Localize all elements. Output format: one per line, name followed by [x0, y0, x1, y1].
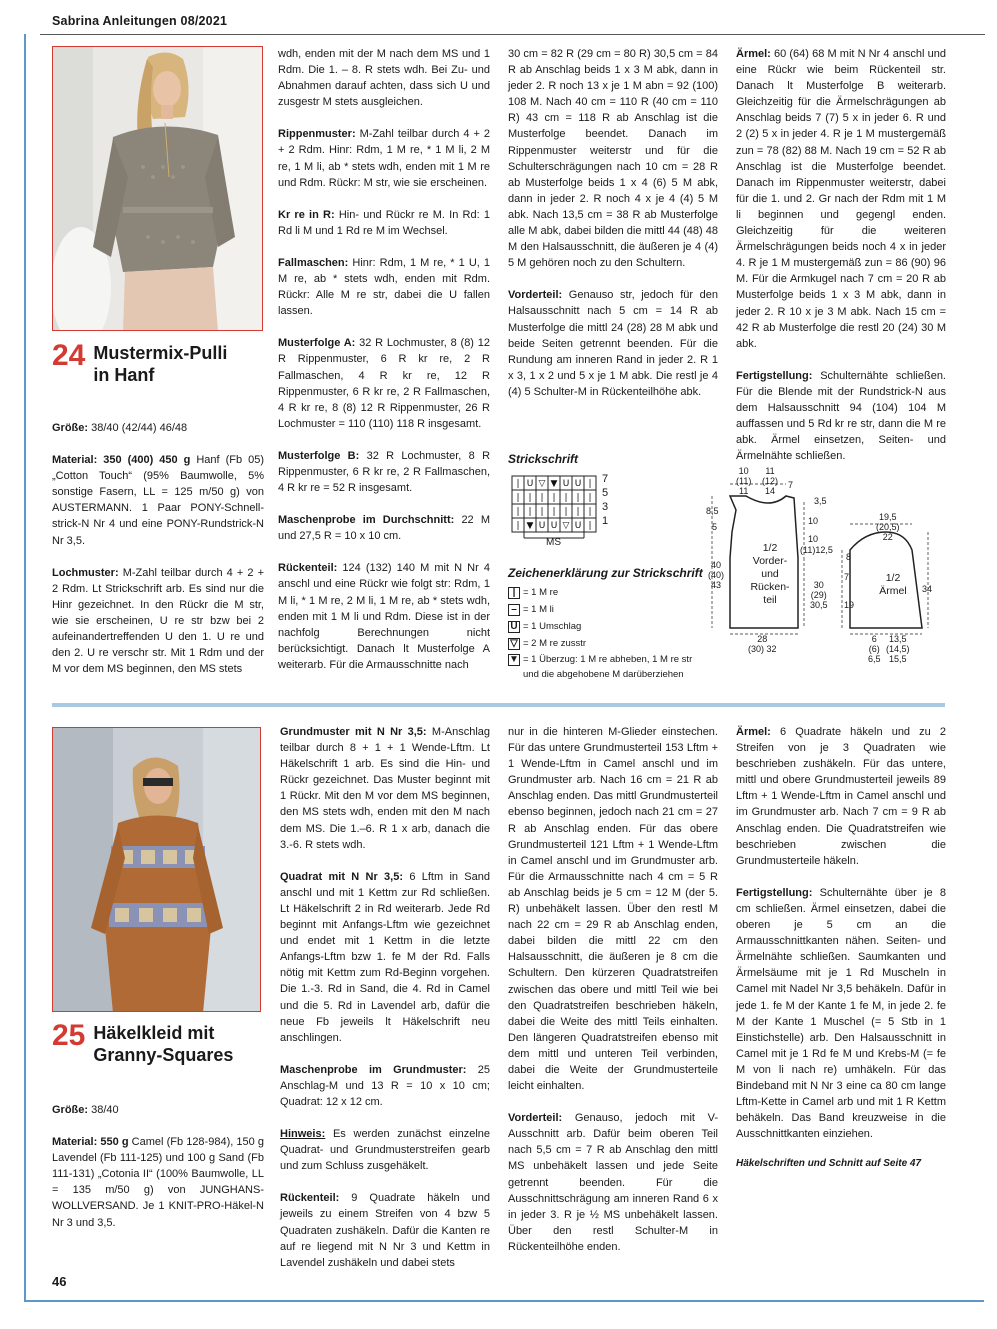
- label: Größe:: [52, 422, 89, 434]
- legend-text: = 1 Umschlag: [523, 621, 582, 632]
- svg-text:U: U: [562, 479, 570, 489]
- pattern-number: 25: [52, 1019, 86, 1052]
- reference-note: Häkelschriften und Schnitt auf Seite 47: [736, 1158, 922, 1169]
- value: Hinr: Rdm, 1 M re, * 1 U, 1 M re, ab * stets wdh, enden mit Rdm. Rückr: Alle M re str, dabei die U fallen lassen.: [278, 256, 490, 318]
- value: Hanf (Fb 05) „Cotton Touch“ (95% Baumwolle, 5% sonstige Fasern, LL = 125 m/50 g) von AUSTERMANN. 1 Paar PONY-Schnell-strick-N Nr 4 und eine PONY-Rundstrick-N Nr 3,5.: [52, 454, 264, 547]
- value: M-Anschlag teilbar durch 8 + 1 + 1 Wende-Lftm. Lt Häkelschrift 1 arb. Es sind die Hin- und Rückr gezeichnet. Das Muster beginnt mit 1 Rückr. Mit den M vor dem MS beginnen, den MS stets wdh, enden mit den M nach dem MS. Die 1.–6. R 1 x arb, danach die 3.-6. R stets wdh.: [280, 726, 490, 851]
- label: Größe:: [52, 1104, 89, 1116]
- label: Kr re in R:: [278, 208, 335, 221]
- svg-text:|: |: [516, 507, 520, 517]
- value: 60 (64) 68 M mit N Nr 4 anschl und eine Rückr wie beim Rückenteil str. Danach lt Musterfolge B weiterarb. Gleichzeitig für die Ärmelschrägungen ab Anschlag beids 7 (7) 5 x in jeder 6. R und 2 (2) 5 x in jeder 4. R je 1 M mustergemäß zun = 78 (82) 88 M. Nach 19 cm = 52 R ab Anschlag ist die Musterfolge beendet. Danach im Rippenmuster weiterstr, dabei für die 1. und 2. Gr nach der Rdm mit 1 M li beginnen und gegengl enden. Gleichzeitig für die weiteren Ärmelschrägungen beids noch 4 x in jeder 4. R je 1 M mustergemäß zun = 86 (90) 96 M. Für die Armkugel nach 7 cm = 20 R ab Musterfolge beids 1 x 3 M abk, dann in jeder 2. R 10 x je 3 M abk. Nach 15 cm = 42 R ab Musterfolge die restl 20 (24) 30 M abk.: [736, 48, 946, 350]
- dim: 14: [765, 486, 776, 496]
- label-arm: 1/2 Ärmel: [879, 572, 907, 597]
- svg-text:▼: ▼: [526, 521, 534, 531]
- svg-text:▽: ▽: [562, 521, 570, 531]
- legend-item: [508, 618, 703, 635]
- dim-28: [748, 634, 777, 654]
- grundmuster: [280, 724, 490, 853]
- legend-text: = 1 M re: [523, 587, 559, 598]
- col-25-second: [280, 724, 490, 1287]
- aermel-25: [736, 724, 946, 869]
- kraus-rechts: [278, 207, 490, 239]
- vorderteil-24: [508, 287, 718, 400]
- value: 38/40 (42/44) 46/48: [91, 422, 188, 434]
- dim-35: 3,5: [814, 496, 827, 506]
- value: 25 Anschlag-M und 13 R = 10 x 10 cm; Quadrat: 12 x 12 cm.: [280, 1063, 490, 1108]
- section-divider: [52, 703, 945, 707]
- legend-item: [508, 652, 703, 682]
- dim-40: [708, 560, 724, 590]
- svg-text:|: |: [588, 493, 592, 503]
- value: Schulternähte schließen. Für die Blende mit der Rundstrick-N aus dem Halsausschnitt 94 (104) 104 M auffassen und 5 Rd kr re str, dann die M re abk. Ärmel einsetzen, Seiten- und Ärmelnähte schließen.: [736, 369, 946, 463]
- chart-legend: [508, 584, 703, 682]
- col-24-fourth: [736, 46, 946, 480]
- svg-text:|: |: [516, 479, 520, 489]
- dim: (20,5): [876, 522, 900, 532]
- legend-title: Zeichenerklärung zur Strickschrift: [508, 566, 703, 580]
- dim-8: 8: [846, 552, 852, 562]
- header-rule: [40, 34, 985, 35]
- value: 32 R Lochmuster, 8 R Rippenmuster, 6 R kr re, 2 R Fallmaschen, 4 R kr re = 52 R insgesamt.: [278, 449, 491, 495]
- value: Genauso, jedoch mit V-Ausschnitt arb. Dafür beim oberen Teil nach 5,5 cm = 7 R ab Anschlag den mittl MS unbehäkelt lassen und jede Seite getrennt beenden. Für die Ausschnittschrägung am inneren Rand 6 x in jeder 3. R je ½ MS unbehäkelt lassen. Über den restl Schulter-M in Rückenteilhöhe enden.: [508, 1112, 718, 1253]
- chart-ms-label: MS: [546, 537, 561, 548]
- label: Maschenprobe im Grundmuster:: [280, 1063, 467, 1076]
- value: 22 M und 27,5 R = 10 x 10 cm.: [278, 514, 490, 543]
- pattern-number: 24: [52, 339, 86, 372]
- continued-text: 30 cm = 82 R (29 cm = 80 R) 30,5 cm = 84 R ab Anschlag beids 1 x 3 M abk, dann in jeder 2. R noch 13 x je 1 M abn = 92 (100) 108 M. Nach 40 cm = 110 R (40 cm = 110 R) 43 cm = 118 R ab Anschlag ist die Musterfolge beendet. Danach im Rippenmuster weiterstr und für die Schulterschrägungen nach 10 cm = 28 R ab Musterfolge beids 1 x 4 (6) 5 M abk, dann in jeder 2. R noch 4 x je 4 (4) 5 M abk. Nach 13,5 cm = 38 R ab Musterfolge alle M abk, dabei bilden die mittl 44 (48) 48 M den Halsausschnitt, die äußeren je 4 (4) 5 M gehören noch zu den Schultern.: [508, 48, 718, 270]
- value: 9 Quadrate häkeln und jeweils zu einem Streifen von 4 bzw 5 Quadraten zushäkeln. Dafür die Kanten re auf re liegend mit N Nr 3 und Kettm in Lavendel zushäkeln und dabei stets: [280, 1192, 491, 1269]
- dim-6: [868, 634, 881, 664]
- rueckenteil-25: [280, 1190, 490, 1270]
- dim: 22: [882, 532, 893, 542]
- value: Schulternähte über je 8 cm schließen. Ärmel einsetzen, dabei die oberen je 5 cm an die Armausschnittkanten nähen. Seiten- und Ärmelnähte schließen. Saumkanten und Ärmelsäume mit je 1 Rd Muscheln in Camel mit Nadel Nr 3,5 behäkeln. Dafür in jede 1. fe M der Kante 1 fe M, in jede 2. fe M der Kante 1 Muschel (= 5 Stb in 1 Einstichstelle) arb. Den Halsausschnitt in Camel mit je 1 Rd fe M und Krebs-M (= fe M von li nach re) umhäkeln. Für das Bindeband mit N Nr 3 eine ca 80 cm lange Lftm-Kette in Camel arb und mit 1 R Kettm behäkeln. Das Band kreuzweise in die Ausschnittkanten einziehen.: [736, 886, 946, 1141]
- svg-text:U: U: [538, 521, 546, 531]
- value: 6 Lftm in Sand anschl und mit 1 Kettm zur Rd schließen. Lt Häkelschrift 2 in Rd weiterarb. Jede Rd beginnt mit Anfangs-Lftm wie gezeichnet und endet mit 1 Kettm in die letzte Anfangs-Lftm bzw 1. fe M der Rd. Falls nötig mit Kettm zum Rd-Beginn vorgehen. Die 1.-3. Rd in Sand, die 4. Rd in Camel und die 5. Rd in Lavendel arb, dafür die neue Fb jeweils lt Häkelschrift neu anschlingen.: [280, 870, 490, 1044]
- dim: 43: [711, 580, 722, 590]
- label: Fertigstellung:: [736, 886, 813, 899]
- skpo-symbol-icon: ▼: [509, 654, 519, 665]
- col-25-third: [508, 724, 718, 1271]
- pattern-name-line1: Häkelkleid mit: [93, 1023, 215, 1043]
- svg-text:U: U: [526, 479, 534, 489]
- label: Ärmel:: [736, 726, 771, 738]
- quadrat: [280, 869, 490, 1046]
- chart-row-7: 7: [602, 473, 609, 485]
- svg-text:▽: ▽: [538, 479, 546, 489]
- fertigstellung-25: [736, 885, 946, 1143]
- svg-text:|: |: [564, 493, 568, 503]
- col-25-left: [52, 1102, 264, 1247]
- label: Quadrat mit N Nr 3,5:: [280, 870, 404, 883]
- dim-5: 5: [712, 522, 718, 532]
- dim-34: 34: [922, 584, 933, 594]
- label: Rippenmuster:: [278, 128, 356, 141]
- dim-10b: 10: [808, 534, 819, 544]
- schematic: [700, 462, 950, 672]
- value: 6 Quadrate häkeln und zu 2 Streifen von je 3 Quadraten wie beschrieben zushäkeln. Für das untere, mittl und obere Grundmusterteil jeweils 89 Lftm + 1 Wende-Lftm in Camel anschl und im Grundmuster arb. Nach 7 cm = 9 R ab Anschlag enden. Die Quadratstreifen wie beschrieben zwischen die Grundmusterteile häkeln.: [736, 726, 947, 867]
- musterfolge-b: [278, 448, 490, 496]
- material-25: [52, 1134, 264, 1231]
- svg-text:U: U: [574, 479, 582, 489]
- dim-10: 10: [808, 516, 819, 526]
- legend-item: [508, 584, 703, 601]
- label: Material: 550 g: [52, 1136, 129, 1149]
- svg-text:|: |: [552, 507, 556, 517]
- size-24: [52, 420, 264, 436]
- side-rule: [24, 34, 26, 1302]
- dim-30: [810, 580, 828, 610]
- hinweis: [280, 1126, 490, 1174]
- page-number: 46: [52, 1274, 67, 1289]
- dim: 30: [813, 580, 824, 590]
- dim-195: [876, 512, 900, 542]
- dim-top-c: 7: [788, 480, 794, 490]
- label: Fallmaschen:: [278, 256, 349, 269]
- vorderteil-25: [508, 1110, 718, 1255]
- dim: (14,5): [886, 644, 910, 654]
- dim: 6: [871, 634, 877, 644]
- value: Es werden zunächst einzelne Quadrat- und Grundmusterstreifen gearb und zum Schluss zusgehäkelt.: [280, 1128, 490, 1173]
- aermel-24: [736, 46, 946, 352]
- svg-text:U: U: [574, 521, 582, 531]
- dim-135: [886, 634, 910, 664]
- svg-text:|: |: [516, 493, 520, 503]
- value: 38/40: [91, 1104, 119, 1116]
- label: Fertigstellung:: [736, 369, 813, 382]
- fallmaschen: [278, 255, 490, 319]
- dress-illustration: [53, 728, 261, 1012]
- knitting-chart: [508, 472, 628, 557]
- sweater-illustration: [53, 47, 263, 331]
- bottom-rule: [24, 1300, 984, 1302]
- svg-text:|: |: [588, 479, 592, 489]
- svg-text:|: |: [516, 521, 520, 531]
- legend-text: = 1 Überzug: 1 M re abheben, 1 M re str und die abgehobene M darüberziehen: [523, 654, 693, 680]
- value: Genauso str, jedoch für den Halsausschnitt nach 5 cm = 14 R ab Musterfolge die mittl 24 (28) 28 M abk und beide Seiten getrennt beenden. Für die Rundung am inneren Rand in jeder 2. R 1 x 3, 1 x 2 und 5 x je 1 M abk. Die restl je 4 (4) 5 Schulter-M in Rückenteilhöhe abk.: [508, 289, 718, 398]
- legend-item: [508, 635, 703, 652]
- svg-text:|: |: [528, 493, 532, 503]
- dim: 19,5: [878, 512, 897, 522]
- dim: 40: [711, 560, 722, 570]
- chart-title: Strickschrift: [508, 452, 579, 466]
- svg-text:|: |: [576, 493, 580, 503]
- value: Hin- und Rückr re M. In Rd: 1 Rd li M und 1 Rd re M im Wechsel.: [278, 208, 490, 237]
- legend-item: [508, 601, 703, 618]
- pattern-25-title: [52, 1019, 234, 1066]
- dim: 11: [739, 486, 749, 496]
- fertigstellung-24: [736, 368, 946, 465]
- pattern-name-line2: in Hanf: [93, 365, 155, 385]
- legend-text: = 2 M re zusstr: [523, 638, 587, 649]
- label: Rückenteil:: [278, 562, 338, 575]
- pattern-name: [93, 342, 227, 386]
- size-25: [52, 1102, 264, 1118]
- svg-text:|: |: [576, 507, 580, 517]
- svg-text:U: U: [550, 521, 558, 531]
- label: Hinweis:: [280, 1128, 326, 1141]
- pattern-name-line2: Granny-Squares: [93, 1045, 234, 1065]
- dim: (29): [810, 590, 827, 600]
- dim-85: 8,5: [706, 506, 719, 516]
- value: 124 (132) 140 M mit N Nr 4 anschl und eine Rückr wie folgt str: Rdm, 1 M li, * 1 M re, 2 M li, 1 M re, ab * stets wdh, enden mit 1 M li und Rdm. Diese ist in der nachfolg Berechnungen nicht berücksichtigt. Danach lt Musterfolge A weiterarb. Für die Armausschnitte nach: [278, 562, 490, 671]
- dim: (6): [868, 644, 880, 654]
- dim-7: 7: [844, 572, 850, 582]
- dim: 11: [765, 466, 775, 476]
- magazine-header: Sabrina Anleitungen 08/2021: [52, 14, 228, 28]
- value: M-Zahl teilbar durch 4 + 2 + 2 Rdm. Hinr: Rdm, 1 M re, * 1 M li, 2 M re, 1 M li, ab * stets wdh, enden mit 1 M re und Rdm. Rückr: M str, wie sie erscheinen.: [278, 128, 491, 189]
- label: Lochmuster:: [52, 566, 119, 579]
- svg-text:|: |: [528, 507, 532, 517]
- dim: 15,5: [888, 654, 907, 664]
- col-25-fourth: [736, 724, 946, 1158]
- dim: 10: [738, 466, 749, 476]
- label: Ärmel:: [736, 48, 771, 60]
- label: Maschenprobe im Durchschnitt:: [278, 514, 455, 527]
- dim: 13,5: [888, 634, 907, 644]
- continued-text: wdh, enden mit der M nach dem MS und 1 Rdm. Die 1. – 8. R stets wdh. Bei Zu- und Abnahmen darauf achten, dass sich U und zusgestr M stets ausgleichen.: [278, 48, 490, 109]
- chart-row-1: 1: [602, 515, 609, 527]
- legend-text: = 1 M li: [523, 604, 554, 615]
- yarn-over-symbol-icon: U: [508, 621, 520, 633]
- purl-symbol-icon: –: [508, 604, 520, 616]
- col-24-second: [278, 46, 490, 689]
- svg-text:|: |: [552, 493, 556, 503]
- dim: (11): [736, 476, 752, 486]
- pattern-name-line1: Mustermix-Pulli: [93, 343, 228, 363]
- svg-text:|: |: [540, 493, 544, 503]
- dim: 6,5: [868, 654, 881, 664]
- dim: (30) 32: [748, 644, 777, 654]
- label: Material: 350 (400) 450 g: [52, 454, 191, 467]
- dim-top-b: [762, 466, 778, 496]
- maschenprobe-25: [280, 1062, 490, 1110]
- dim: (12): [762, 476, 779, 486]
- col-24-third: [508, 46, 718, 416]
- photo-sweater-24: [52, 46, 263, 331]
- chart-row-5: 5: [602, 487, 609, 499]
- chart-row-3: 3: [602, 501, 609, 513]
- label: Grundmuster mit N Nr 3,5:: [280, 726, 427, 738]
- label-body: 1/2 Vorder- und Rücken- teil: [750, 542, 790, 606]
- photo-dress-25: [52, 727, 261, 1012]
- maschenprobe-24: [278, 512, 490, 544]
- label: Vorderteil:: [508, 289, 563, 302]
- label: Vorderteil:: [508, 1112, 563, 1125]
- dim-top-a: [736, 466, 751, 496]
- label: Musterfolge B:: [278, 449, 360, 462]
- svg-text:|: |: [588, 521, 592, 531]
- dim: 30,5: [810, 600, 828, 610]
- svg-text:▼: ▼: [550, 479, 558, 489]
- label: Musterfolge A:: [278, 337, 356, 350]
- pattern-24-title: [52, 339, 228, 386]
- knit-symbol-icon: |: [508, 587, 520, 599]
- svg-text:|: |: [564, 507, 568, 517]
- col-24-left: [52, 420, 264, 693]
- knitting-chart-grid: [508, 472, 628, 552]
- value: M-Zahl teilbar durch 4 + 2 + 2 Rdm. Lt Strickschrift arb. Es sind nur die Hinr gezeichnet. In den Rückr die M str, wie sie erscheinen, U re str bzw bei 2 aufeinandertreffenden U den 1. U re und den 2. U re verschr str. Mit 1 Rdm und der M vor dem MS beginnen, den MS stets: [52, 566, 265, 676]
- dim: 28: [757, 634, 768, 644]
- rueckenteil-24: [278, 560, 490, 673]
- dim-1012: (11)12,5: [800, 545, 833, 555]
- dim-19: 19: [844, 600, 855, 610]
- dim: (40): [708, 570, 725, 580]
- musterfolge-a: [278, 335, 490, 432]
- label: Rückenteil:: [280, 1192, 340, 1205]
- value: 32 R Lochmuster, 8 (8) 12 R Rippenmuster, 6 R kr re, 2 R Fallmaschen, 4 R kr re, 12 R Rippenmuster, 6 R kr re, 2 R Fallmaschen, 4 R kr re, 8 (8) 12 R Rippenmuster, 26 R Lochmuster = 110 (110) 118 R insgesamt.: [278, 337, 491, 430]
- material-24: [52, 452, 264, 549]
- k2tog-symbol-icon: ▽: [508, 638, 520, 650]
- svg-text:|: |: [588, 507, 592, 517]
- value: Camel (Fb 128-984), 150 g Lavendel (Fb 111-125) und 100 g Sand (Fb 111-131) „Cotonia II“ (100% Baumwolle, LL = 135 m/50 g) von JUNGHANS-WOLLVERSAND. Je 1 KNIT-PRO-Häkel-N Nr 3 und 3,5.: [52, 1136, 264, 1229]
- continued-text: nur in die hinteren M-Glieder einstechen. Für das untere Grundmusterteil 153 Lftm + 1 Wende-Lftm in Camel anschl und im Grundmuster arb. Nach 16 cm = 21 R ab Anschlag enden. Das mittl Grundmusterteil ebenso beginnen, jedoch nach 21 cm = 27 R ab Anschlag enden. Für das obere Grundmusterteil 121 Lftm + 1 Wende-Lftm in Camel anschl und im Grundmuster arb. Für die Armausschnitte nach 4 cm = 5 R ab Anschlag beids je 5 cm = 12 M (der 5. R) unbehäkelt lassen. Über den restl M nach 22 cm = 29 R ab Anschlag enden, dabei bilden die mittl 22 cm den Halsausschnitt, die äußeren je 8 cm die Schultern. Den kürzeren Quadratstreifen zwischen das obere und mittl Teil wie bei den Quadratstreifen beschrieben häkeln, dabei die Weite des mittl Teils einhalten. Den längeren Quadratstreifen ebenso mit dem mittl und unteren Teil verbinden, dabei die Weite der Grundmusterteile leicht einhalten.: [508, 726, 718, 1093]
- lochmuster-24: [52, 565, 264, 678]
- pattern-name: [93, 1022, 233, 1066]
- svg-text:|: |: [540, 507, 544, 517]
- rippenmuster: [278, 126, 490, 190]
